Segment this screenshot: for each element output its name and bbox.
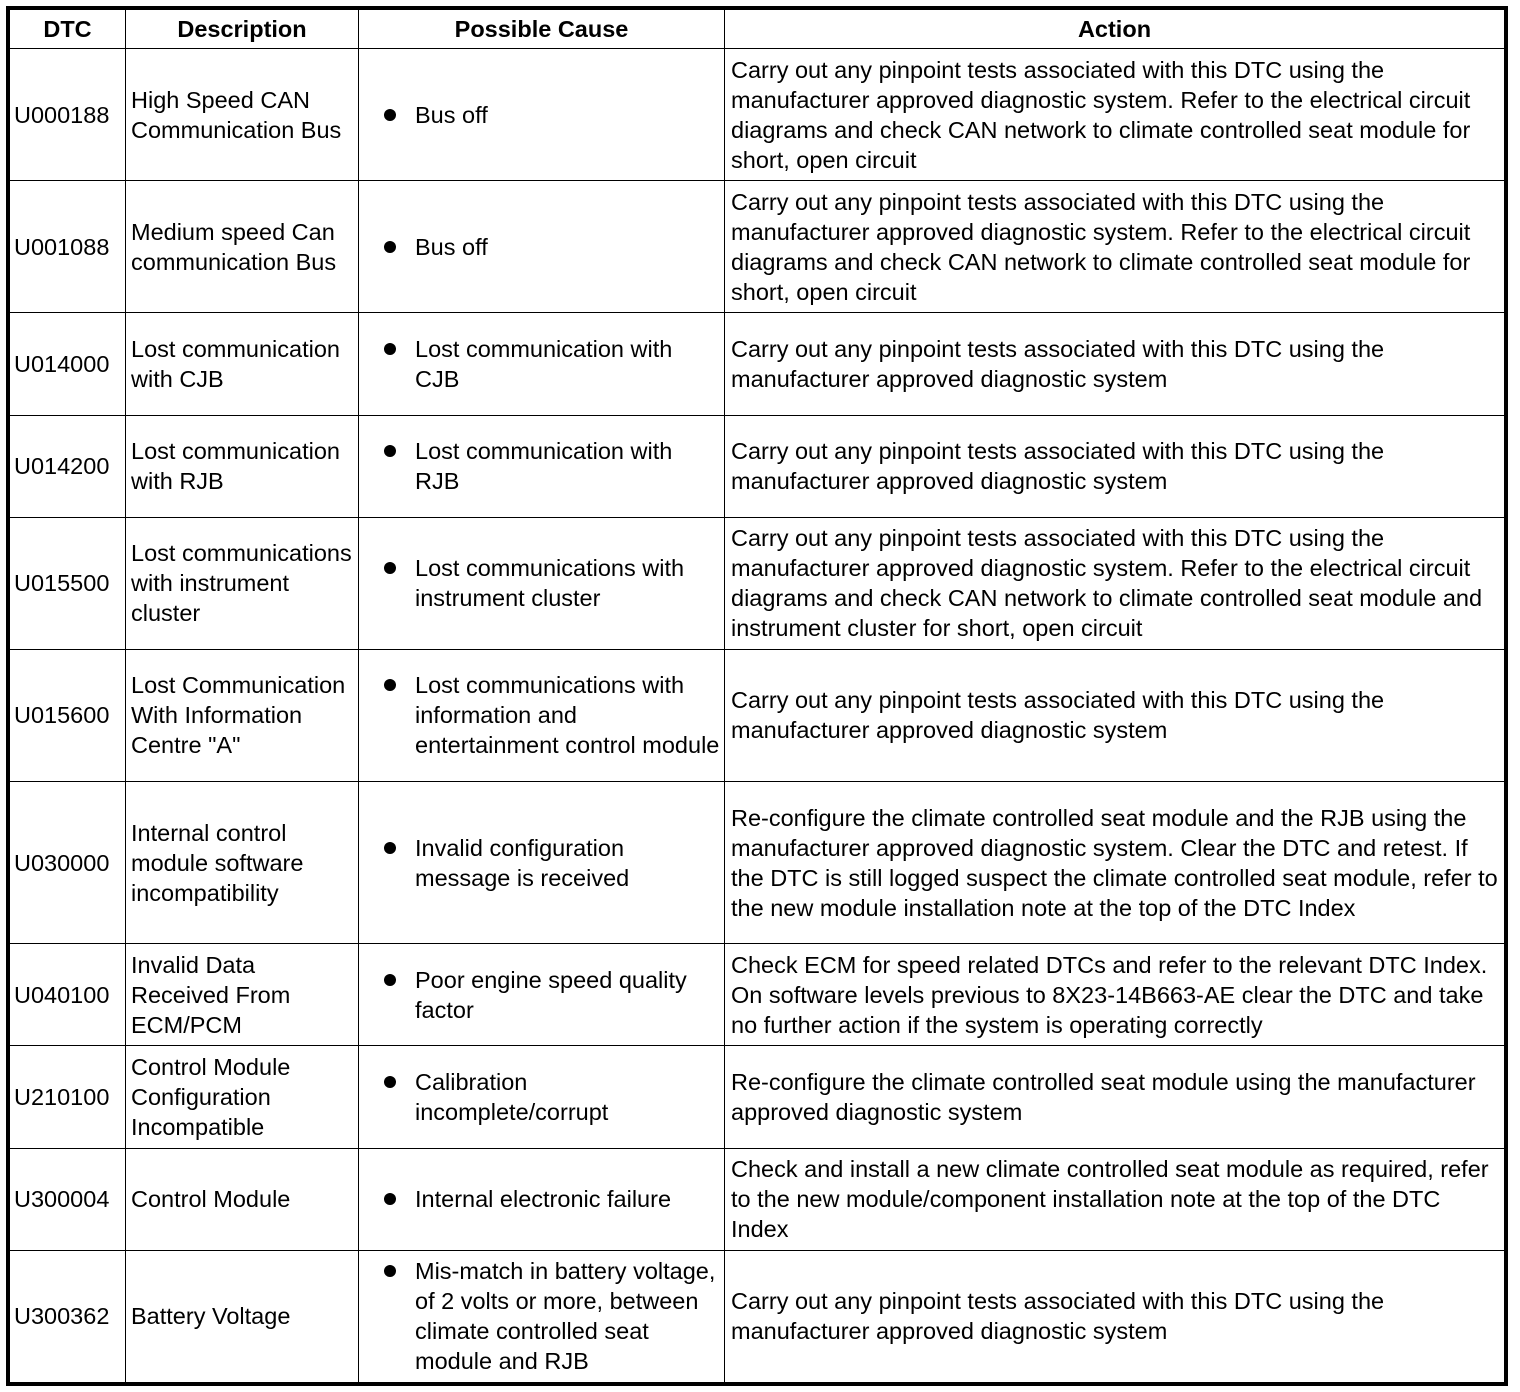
cause-text: Lost communications with information and entertainment control module [415,672,720,759]
bullet-icon [384,1265,396,1277]
description-cell: Lost Communication With Information Centre "A" [126,649,359,781]
bullet-icon [384,842,396,854]
cause-text: Lost communication with CJB [415,335,673,392]
bullet-icon [384,343,396,355]
cause-cell [359,517,725,649]
table-row [10,1046,1505,1148]
table-row [10,517,1505,649]
bullet-icon [384,562,396,574]
dtc-code: U030000 [10,782,126,944]
cause-text: Internal electronic failure [415,1186,672,1213]
action-cell: Carry out any pinpoint tests associated with this DTC using the manufacturer approved diagnostic system. Refer to the electrical circuit diagrams and check CAN network to climate controlled seat module for short, open circuit [725,181,1505,313]
cause-cell [359,1250,725,1382]
cause-cell [359,313,725,415]
bullet-icon [384,974,396,986]
bullet-icon [384,1076,396,1088]
description-cell: Lost communication with RJB [126,415,359,517]
cause-cell [359,181,725,313]
table-row [10,1250,1505,1382]
action-cell: Check and install a new climate controlled seat module as required, refer to the new module/component installation note at the top of the DTC Index [725,1148,1505,1250]
header-description: Description [126,10,359,49]
bullet-icon [384,241,396,253]
table-row [10,313,1505,415]
cause-cell [359,782,725,944]
bullet-icon [384,109,396,121]
cause-text: Invalid configuration message is received [415,834,630,891]
table-row [10,415,1505,517]
dtc-code: U040100 [10,944,126,1046]
cause-text: Calibration incomplete/corrupt [415,1068,609,1125]
action-cell: Carry out any pinpoint tests associated with this DTC using the manufacturer approved diagnostic system [725,649,1505,781]
description-cell: Invalid Data Received From ECM/PCM [126,944,359,1046]
cause-cell [359,649,725,781]
dtc-table-container [6,6,1508,1386]
dtc-code: U210100 [10,1046,126,1148]
description-cell: Control Module Configuration Incompatible [126,1046,359,1148]
cause-cell [359,1046,725,1148]
cause-text: Bus off [415,233,488,260]
cause-cell [359,415,725,517]
table-row [10,649,1505,781]
bullet-icon [384,1193,396,1205]
dtc-table [9,9,1505,1383]
description-cell: Control Module [126,1148,359,1250]
dtc-code: U300004 [10,1148,126,1250]
table-row [10,944,1505,1046]
dtc-code: U015600 [10,649,126,781]
cause-text: Bus off [415,101,488,128]
action-cell: Carry out any pinpoint tests associated with this DTC using the manufacturer approved diagnostic system. Refer to the electrical circuit diagrams and check CAN network to climate controlled seat module and instrument cluster for short, open circuit [725,517,1505,649]
description-cell: Medium speed Can communication Bus [126,181,359,313]
dtc-code: U300362 [10,1250,126,1382]
dtc-code: U001088 [10,181,126,313]
action-cell: Check ECM for speed related DTCs and refer to the relevant DTC Index. On software levels previous to 8X23-14B663-AE clear the DTC and take no further action if the system is operating correctly [725,944,1505,1046]
cause-cell [359,944,725,1046]
description-cell: Internal control module software incompatibility [126,782,359,944]
description-cell: Lost communications with instrument cluster [126,517,359,649]
table-row [10,782,1505,944]
dtc-code: U014200 [10,415,126,517]
table-row [10,49,1505,181]
bullet-icon [384,679,396,691]
cause-text: Lost communications with instrument cluster [415,555,685,612]
table-row [10,1148,1505,1250]
cause-cell [359,1148,725,1250]
header-possible-cause: Possible Cause [359,10,725,49]
dtc-code: U014000 [10,313,126,415]
cause-text: Lost communication with RJB [415,438,673,495]
action-cell: Re-configure the climate controlled seat module and the RJB using the manufacturer approved diagnostic system. Clear the DTC and retest. If the DTC is still logged suspect the climate controlled seat module, refer to the new module installation note at the top of the DTC Index [725,782,1505,944]
action-cell: Carry out any pinpoint tests associated with this DTC using the manufacturer approved diagnostic system [725,313,1505,415]
description-cell: High Speed CAN Communication Bus [126,49,359,181]
action-cell: Carry out any pinpoint tests associated with this DTC using the manufacturer approved diagnostic system [725,1250,1505,1382]
action-cell: Carry out any pinpoint tests associated with this DTC using the manufacturer approved diagnostic system. Refer to the electrical circuit diagrams and check CAN network to climate controlled seat module for short, open circuit [725,49,1505,181]
cause-cell [359,49,725,181]
dtc-code: U015500 [10,517,126,649]
action-cell: Carry out any pinpoint tests associated with this DTC using the manufacturer approved diagnostic system [725,415,1505,517]
table-row [10,181,1505,313]
cause-text: Mis-match in battery voltage, of 2 volts or more, between climate controlled seat module and RJB [415,1258,716,1375]
header-row [10,10,1505,49]
dtc-code: U000188 [10,49,126,181]
bullet-icon [384,445,396,457]
cause-text: Poor engine speed quality factor [415,966,687,1023]
header-action: Action [725,10,1505,49]
header-dtc: DTC [10,10,126,49]
description-cell: Battery Voltage [126,1250,359,1382]
action-cell: Re-configure the climate controlled seat module using the manufacturer approved diagnostic system [725,1046,1505,1148]
description-cell: Lost communication with CJB [126,313,359,415]
